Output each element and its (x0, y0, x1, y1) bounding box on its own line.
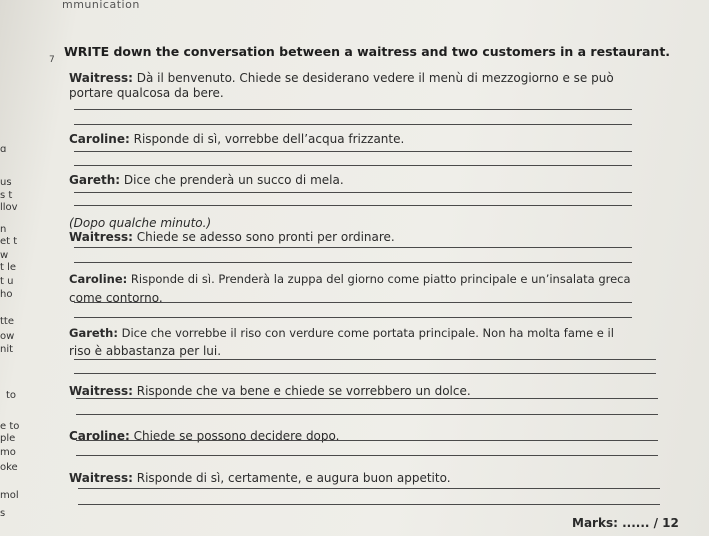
margin-fragment: nit (0, 344, 14, 355)
margin-fragment: tte (0, 316, 14, 327)
speaker-label: Caroline: (69, 429, 130, 443)
answer-line-1b[interactable] (74, 124, 632, 125)
prompt-waitress-welcome (69, 70, 614, 86)
prompt-waitress-appetite (69, 470, 451, 486)
answer-line-6b[interactable] (74, 373, 656, 374)
prompt-text: Dice che vorrebbe il riso con verdure come portata principale. Non ha molta fame e il (121, 326, 614, 340)
marks-total (572, 516, 679, 530)
answer-line-9b[interactable] (78, 504, 660, 505)
prompt-waitress-order (69, 229, 395, 245)
margin-fragment: s t (0, 190, 13, 201)
prompt-waitress-welcome-cont: portare qualcosa da bere. (69, 86, 224, 100)
answer-line-9a[interactable] (78, 488, 660, 489)
prompt-gareth-order (69, 326, 614, 342)
answer-line-2a[interactable] (74, 151, 632, 152)
margin-fragment: s (0, 508, 6, 519)
marks-label: Marks: (572, 516, 618, 530)
speaker-label: Waitress: (69, 384, 133, 398)
margin-fragment: t u (0, 276, 14, 287)
marks-blank: ...... (622, 516, 650, 530)
answer-line-8a[interactable] (76, 440, 658, 441)
speaker-label: Waitress: (69, 71, 133, 85)
task-number: 7 (49, 55, 55, 65)
margin-fragment: ple (0, 433, 16, 444)
prompt-text: Dà il benvenuto. Chiede se desiderano vedere il menù di mezzogiorno e se può (136, 71, 614, 85)
margin-fragment: ɑ (0, 144, 7, 155)
answer-line-2b[interactable] (74, 165, 632, 166)
prompt-caroline-later (69, 428, 339, 444)
stage-direction: (Dopo qualche minuto.) (69, 216, 212, 230)
prompt-text: Chiede se adesso sono pronti per ordinare. (136, 230, 395, 244)
margin-fragment: n (0, 224, 7, 235)
speaker-label: Gareth: (69, 173, 121, 187)
margin-fragment: w (0, 250, 9, 261)
answer-line-5a[interactable] (74, 302, 632, 303)
prompt-text: Risponde di sì. Prenderà la zuppa del giorno come piatto principale e un’insalata greca (130, 272, 631, 286)
prompt-caroline-water (69, 131, 404, 147)
answer-line-7a[interactable] (76, 398, 658, 399)
prompt-text: Risponde di sì, vorrebbe dell’acqua frizzante. (133, 132, 405, 146)
margin-fragment: to (6, 390, 17, 401)
prompt-text: Chiede se possono decidere dopo. (133, 429, 340, 443)
speaker-label: Caroline: (69, 272, 128, 286)
margin-fragment: llov (0, 202, 18, 213)
answer-line-5b[interactable] (74, 317, 632, 318)
answer-line-7b[interactable] (76, 414, 658, 415)
margin-fragment: ow (0, 331, 15, 342)
task-instruction: WRITE down the conversation between a waitress and two customers in a restaurant. (64, 44, 671, 59)
speaker-label: Caroline: (69, 132, 130, 146)
prompt-caroline-order-cont: come contorno. (69, 291, 163, 305)
speaker-label: Waitress: (69, 471, 133, 485)
answer-line-4a[interactable] (74, 247, 632, 248)
prompt-waitress-dessert (69, 383, 471, 399)
prompt-caroline-order (69, 272, 631, 288)
margin-fragment: us (0, 177, 12, 188)
marks-out-of: / 12 (653, 516, 679, 530)
section-header: mmunication (62, 0, 140, 11)
margin-fragment: mo (0, 447, 16, 458)
speaker-label: Waitress: (69, 230, 133, 244)
answer-line-3b[interactable] (74, 205, 632, 206)
margin-fragment: t le (0, 262, 17, 273)
answer-line-3a[interactable] (74, 192, 632, 193)
prompt-text: Risponde di sì, certamente, e augura buon appetito. (136, 471, 451, 485)
answer-line-4b[interactable] (74, 262, 632, 263)
prompt-text: Risponde che va bene e chiede se vorrebbero un dolce. (136, 384, 471, 398)
margin-fragment: ho (0, 289, 13, 300)
prompt-gareth-juice (69, 172, 344, 188)
margin-fragment: oke (0, 462, 18, 473)
answer-line-6a[interactable] (74, 359, 656, 360)
answer-line-1a[interactable] (74, 109, 632, 110)
prompt-text: Dice che prenderà un succo di mela. (123, 173, 344, 187)
prompt-gareth-order-cont: riso è abbastanza per lui. (69, 344, 222, 358)
answer-line-8b[interactable] (76, 455, 658, 456)
margin-fragment: et t (0, 236, 18, 247)
speaker-label: Gareth: (69, 326, 118, 340)
margin-fragment: mol (0, 490, 19, 501)
margin-fragment: e to (0, 421, 20, 432)
